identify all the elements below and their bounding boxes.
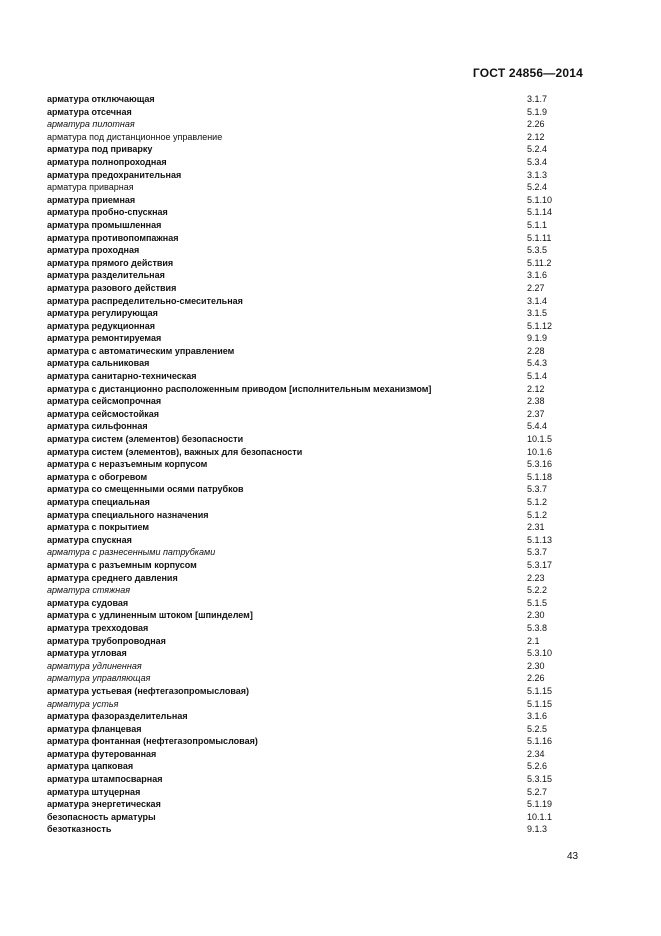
index-reference: 3.1.6: [527, 270, 548, 281]
index-reference: 5.2.7: [527, 786, 548, 797]
index-reference: 5.1.2: [527, 509, 548, 520]
index-reference: 5.3.15: [527, 774, 553, 785]
index-entry: [47, 307, 587, 320]
index-term: арматура сейсмостойкая: [47, 408, 160, 419]
index-reference: 5.2.4: [527, 144, 548, 155]
index-term: арматура систем (элементов), важных для безопасности: [47, 446, 303, 457]
index-reference: 5.3.10: [527, 648, 553, 659]
document-header: ГОСТ 24856—2014: [472, 66, 583, 80]
index-term: арматура полнопроходная: [47, 156, 167, 167]
index-entry: [47, 320, 587, 333]
index-reference: 5.2.6: [527, 761, 548, 772]
index-entry: [47, 609, 587, 622]
index-entry: [47, 572, 587, 585]
index-reference: 5.1.10: [527, 194, 553, 205]
index-term: арматура противопомпажная: [47, 232, 179, 243]
index-entry: [47, 786, 587, 799]
index-entry: [47, 232, 587, 245]
index-reference: 5.3.16: [527, 459, 553, 470]
index-term: арматура сальниковая: [47, 358, 150, 369]
index-entry: [47, 282, 587, 295]
index-reference: 10.1.6: [527, 446, 553, 457]
index-entry: [47, 194, 587, 207]
index-entry: [47, 269, 587, 282]
index-reference: 5.3.8: [527, 622, 548, 633]
index-reference: 3.1.5: [527, 308, 548, 319]
index-term: арматура прямого действия: [47, 257, 174, 268]
index-term: арматура промышленная: [47, 219, 162, 230]
index-entry: [47, 685, 587, 698]
index-entry: [47, 93, 587, 106]
index-term: арматура со смещенными осями патрубков: [47, 484, 244, 495]
index-reference: 3.1.6: [527, 711, 548, 722]
index-term: арматура удлиненная: [47, 660, 142, 671]
index-reference: 5.1.4: [527, 371, 548, 382]
index-reference: 2.37: [527, 408, 545, 419]
index-term: арматура трехходовая: [47, 622, 149, 633]
index-reference: 5.1.18: [527, 471, 553, 482]
index-entry: [47, 345, 587, 358]
index-term: арматура отключающая: [47, 94, 155, 104]
index-term: арматура предохранительная: [47, 169, 182, 180]
index-entry: [47, 370, 587, 383]
index-term: арматура санитарно-техническая: [47, 371, 197, 382]
index-term: арматура под приварку: [47, 144, 153, 155]
index-reference: 2.1: [527, 635, 540, 646]
index-reference: 2.26: [527, 673, 545, 684]
index-term: арматура с дистанционно расположенным приводом [исполнительным механизмом]: [47, 383, 432, 394]
index-reference: 2.12: [527, 131, 545, 142]
index-reference: 2.26: [527, 119, 545, 130]
index-entry: [47, 635, 587, 648]
index-entry: [47, 295, 587, 308]
index-term: арматура угловая: [47, 648, 127, 659]
index-entry: [47, 332, 587, 345]
index-reference: 2.34: [527, 748, 545, 759]
index-term: арматура приемная: [47, 194, 136, 205]
index-reference: 5.1.1: [527, 219, 548, 230]
index-term: арматура с обогревом: [47, 471, 148, 482]
index-entry: [47, 672, 587, 685]
index-entry: [47, 206, 587, 219]
index-entry: [47, 446, 587, 459]
index-reference: 3.1.7: [527, 94, 548, 104]
index-entry: [47, 521, 587, 534]
index-term: арматура судовая: [47, 597, 129, 608]
index-term: арматура редукционная: [47, 320, 155, 331]
index-term: арматура цапковая: [47, 761, 134, 772]
index-entry: [47, 181, 587, 194]
index-entry: [47, 433, 587, 446]
index-term: арматура специальная: [47, 497, 150, 507]
index-entry: [47, 408, 587, 421]
index-entry: [47, 660, 587, 673]
index-reference: 2.30: [527, 610, 545, 621]
index-term: арматура специального назначения: [47, 509, 209, 520]
index-reference: 2.12: [527, 383, 545, 394]
index-entry: [47, 131, 587, 144]
index-reference: 5.3.4: [527, 156, 548, 167]
index-term: арматура приварная: [47, 182, 134, 193]
index-entry: [47, 509, 587, 522]
index-term: арматура сейсмопрочная: [47, 396, 162, 407]
index-reference: 5.1.15: [527, 698, 553, 709]
index-term: арматура энергетическая: [47, 799, 161, 810]
index-reference: 3.1.3: [527, 169, 548, 180]
index-reference: 2.27: [527, 282, 545, 293]
index-entry: [47, 647, 587, 660]
index-entry: [47, 723, 587, 736]
index-term: арматура пилотная: [47, 119, 135, 130]
term-index: [47, 93, 587, 836]
index-entry: [47, 811, 587, 824]
index-term: арматура с разнесенными патрубками: [47, 547, 216, 558]
index-entry: [47, 118, 587, 131]
index-reference: 2.30: [527, 660, 545, 671]
index-reference: 2.23: [527, 572, 545, 583]
index-entry: [47, 143, 587, 156]
index-term: арматура штуцерная: [47, 786, 141, 797]
index-entry: [47, 483, 587, 496]
index-term: арматура с автоматическим управлением: [47, 345, 235, 356]
index-reference: 5.1.16: [527, 736, 553, 747]
index-entry: [47, 760, 587, 773]
index-term: арматура среднего давления: [47, 572, 178, 583]
index-term: арматура стяжная: [47, 585, 131, 596]
index-reference: 5.1.15: [527, 685, 553, 696]
index-reference: 5.3.7: [527, 547, 548, 558]
index-term: арматура проходная: [47, 245, 140, 256]
index-reference: 5.1.19: [527, 799, 553, 810]
index-entry: [47, 383, 587, 396]
index-reference: 5.3.5: [527, 245, 548, 256]
index-entry: [47, 546, 587, 559]
index-reference: 5.3.17: [527, 559, 553, 570]
index-reference: 5.4.4: [527, 421, 548, 432]
index-term: безопасность арматуры: [47, 811, 156, 822]
index-entry: [47, 798, 587, 811]
index-term: арматура фланцевая: [47, 723, 142, 734]
index-entry: [47, 735, 587, 748]
index-term: арматура с удлиненным штоком [шпинделем]: [47, 610, 253, 621]
index-entry: [47, 773, 587, 786]
index-reference: 5.1.12: [527, 320, 553, 331]
index-reference: 3.1.4: [527, 295, 548, 306]
index-reference: 2.31: [527, 522, 545, 533]
index-reference: 5.11.2: [527, 257, 552, 268]
index-term: арматура трубопроводная: [47, 635, 166, 646]
index-term: арматура отсечная: [47, 106, 132, 117]
index-term: арматура с разъемным корпусом: [47, 559, 197, 570]
index-term: арматура сильфонная: [47, 421, 148, 432]
index-entry: [47, 257, 587, 270]
index-reference: 5.1.14: [527, 207, 553, 218]
index-entry: [47, 458, 587, 471]
index-entry: [47, 698, 587, 711]
index-entry: [47, 534, 587, 547]
index-entry: [47, 106, 587, 119]
index-term: арматура под дистанционное управление: [47, 131, 223, 142]
index-reference: 2.38: [527, 396, 545, 407]
index-entry: [47, 156, 587, 169]
index-entry: [47, 219, 587, 232]
index-entry: [47, 748, 587, 761]
page-number: 43: [567, 851, 579, 862]
index-entry: [47, 357, 587, 370]
index-reference: 5.2.5: [527, 723, 548, 734]
index-term: арматура разделительная: [47, 270, 165, 281]
index-term: арматура разового действия: [47, 282, 177, 293]
index-term: арматура спускная: [47, 534, 132, 545]
index-term: арматура фонтанная (нефтегазопромысловая): [47, 736, 258, 747]
index-reference: 5.1.11: [527, 232, 552, 243]
index-entry: [47, 496, 587, 509]
index-entry: [47, 420, 587, 433]
index-term: арматура ремонтируемая: [47, 333, 162, 344]
index-term: арматура штампосварная: [47, 774, 163, 785]
index-entry: [47, 597, 587, 610]
index-entry: [47, 395, 587, 408]
index-entry: [47, 622, 587, 635]
index-term: арматура систем (элементов) безопасности: [47, 434, 244, 445]
index-entry: [47, 584, 587, 597]
index-term: арматура управляющая: [47, 673, 151, 684]
index-reference: 5.2.2: [527, 585, 548, 596]
index-reference: 10.1.5: [527, 434, 553, 445]
index-reference: 5.1.2: [527, 497, 548, 507]
index-entry: [47, 710, 587, 723]
index-reference: 9.1.9: [527, 333, 548, 344]
index-entry: [47, 559, 587, 572]
index-term: арматура распределительно-смесительная: [47, 295, 243, 306]
index-term: арматура с неразъемным корпусом: [47, 459, 208, 470]
index-reference: 10.1.1: [527, 811, 553, 822]
index-entry: [47, 471, 587, 484]
index-term: безотказность: [47, 824, 112, 835]
index-reference: 5.1.13: [527, 534, 553, 545]
index-term: арматура устья: [47, 698, 119, 709]
index-term: арматура футерованная: [47, 748, 157, 759]
index-reference: 5.3.7: [527, 484, 548, 495]
index-reference: 5.4.3: [527, 358, 548, 369]
index-term: арматура регулирующая: [47, 308, 158, 319]
index-term: арматура устьевая (нефтегазопромысловая): [47, 685, 249, 696]
index-reference: 5.1.5: [527, 597, 548, 608]
index-term: арматура с покрытием: [47, 522, 150, 533]
index-entry: [47, 244, 587, 257]
index-reference: 5.2.4: [527, 182, 548, 193]
index-reference: 2.28: [527, 345, 545, 356]
index-reference: 9.1.3: [527, 824, 548, 835]
index-term: арматура фазоразделительная: [47, 711, 188, 722]
index-entry: [47, 823, 587, 836]
index-entry: [47, 169, 587, 182]
index-term: арматура пробно-спускная: [47, 207, 168, 218]
index-reference: 5.1.9: [527, 106, 548, 117]
